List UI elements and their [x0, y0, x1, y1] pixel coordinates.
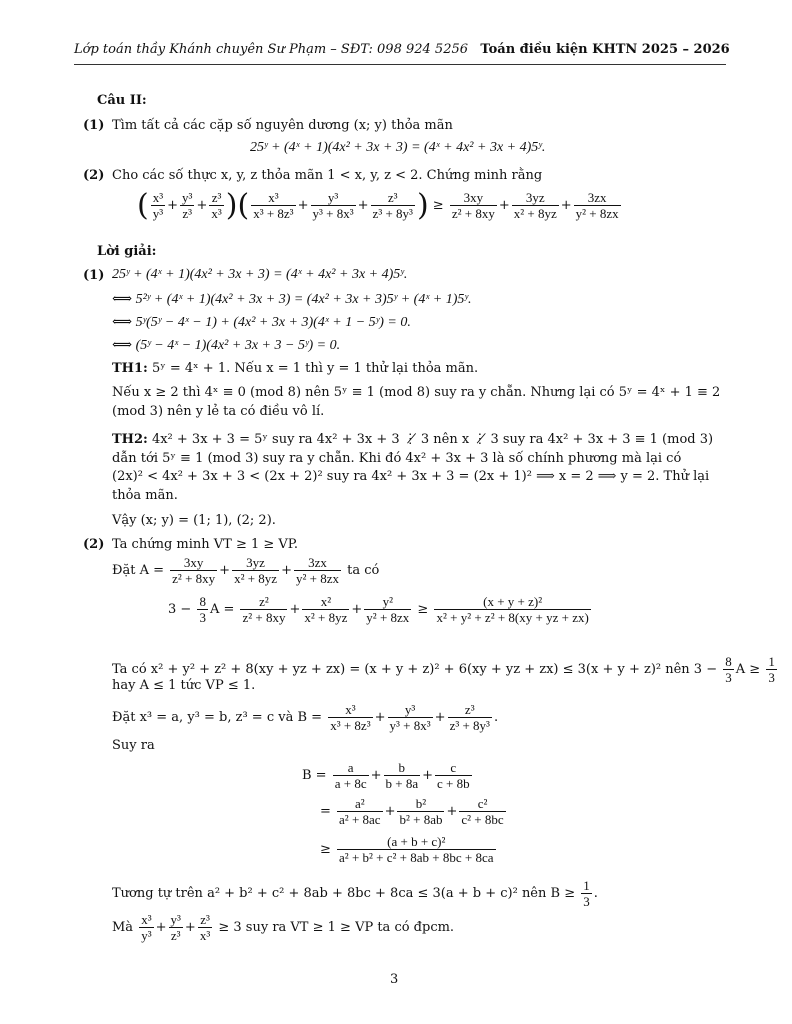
identity-3-minus-a: 3 − $\frac{8}{3}$ A = $\frac{\text{z²}}{\text{z² + 8xy}}$ + $\frac{\text{x²}}{\text{x² + 8yz}}$ + $\frac{\text{y²}}{\text{y² + 8zx}}$ ≥ $\frac{\text{(x + y + z)²}}{\text{x² + y² + z² + 8(xy + yz + zx)}}$: [168, 594, 589, 625]
part2-text: Cho các số thực x, y, z thỏa mãn 1 < x, y, z < 2. Chứng minh rằng: [112, 168, 543, 183]
page-number: 3: [390, 972, 399, 987]
solution-title: Lời giải:: [97, 244, 157, 259]
solution2-number: (2): [83, 537, 105, 552]
solution1-number: (1): [83, 268, 105, 283]
header-right: Toán điều kiện KHTN 2025 – 2026: [480, 42, 730, 57]
define-a-label: Đặt A =: [112, 563, 165, 578]
part1-equation: 25ʸ + (4ˣ + 1)(4x² + 3x + 3) = (4ˣ + 4x² + 3x + 4)5ʸ.: [250, 140, 546, 155]
part1-text: Tìm tất cả các cặp số nguyên dương (x; y) thỏa mãn: [112, 118, 453, 133]
case1-body2: (mod 3) nên y lẻ ta có điều vô lí.: [112, 404, 325, 419]
define-a-tail: ta có: [347, 563, 380, 578]
bound-b: Tương tự trên a² + b² + c² + 8ab + 8bc + 8ca ≤ 3(a + b + c)² nên B ≥ $\frac{1}{3}$ .: [112, 878, 598, 909]
bound-a-text: Ta có x² + y² + z² + 8(xy + yz + zx) = (x + y + z)² + 6(xy + yz + zx) ≤ 3(x + y + z)² nên 3 −: [112, 662, 718, 677]
part2-inequality: ( $\frac{\text{x³}}{\text{y³}}$ + $\frac{\text{y³}}{\text{z³}}$ + $\frac{\text{z³}}{\text{x³}}$ )( $\frac{\text{x³}}{\text{x³ + 8z³}}$ + $\frac{\text{y³}}{\text{y³ + 8x³}}$ + $\frac{\text{z³}}{\text{z³ + 8y³}}$ ) ≥ $\frac{3xy}{\text{z² + 8xy}}$ + $\frac{3yz}{\text{x² + 8yz}}$ + $\frac{3zx}{\text{y² + 8zx}}$: [137, 188, 619, 223]
define-b-label: Đặt x³ = a, y³ = b, z³ = c và B =: [112, 710, 323, 725]
case1-text: 5ʸ = 4ˣ + 1. Nếu x = 1 thì y = 1 thử lại thỏa mãn.: [151, 361, 479, 376]
case1-body1: Nếu x ≥ 2 thì 4ˣ ≡ 0 (mod 8) nên 5ʸ ≡ 1 (mod 8) suy ra y chẵn. Nhưng lại có 5ʸ = 4ˣ + 1 ≡ 2: [112, 385, 721, 400]
solution2-line1: Ta chứng minh VT ≥ 1 ≥ VP.: [112, 537, 299, 552]
bound-a-text2: A ≥: [735, 662, 761, 677]
solution1-line3: ⟺ 5ʸ(5ʸ − 4ˣ − 1) + (4x² + 3x + 3)(4ˣ + 1 − 5ʸ) = 0.: [112, 315, 411, 330]
solution1-line2: ⟺ 5²ʸ + (4ˣ + 1)(4x² + 3x + 3) = (4x² + 3x + 3)5ʸ + (4ˣ + 1)5ʸ.: [112, 292, 472, 307]
b-step2: = $\frac{\text{a²}}{\text{a² + 8ac}}$ + $\frac{\text{b²}}{\text{b² + 8ab}}$ + $\frac{\text{c²}}{\text{c² + 8bc}}$: [320, 796, 504, 827]
part2-number: (2): [83, 168, 105, 183]
b-step1: B = $\frac{a}{a + 8c}$ + $\frac{b}{b + 8a}$ + $\frac{c}{c + 8b}$: [302, 760, 470, 791]
case1-label: TH1:: [112, 361, 148, 376]
case1-line: [112, 361, 478, 376]
define-b: Đặt x³ = a, y³ = b, z³ = c và B = $\frac{\text{x³}}{\text{x³ + 8z³}}$ + $\frac{\text{y³}}{\text{y³ + 8x³}}$ + $\frac{\text{z³}}{\text{z³ + 8y³}}$ .: [112, 702, 499, 733]
bound-a-line2: hay A ≤ 1 tức VP ≤ 1.: [112, 678, 256, 693]
case2-line4: thỏa mãn.: [112, 488, 178, 503]
case2-text1: 4x² + 3x + 3 = 5ʸ suy ra 4x² + 3x + 3 ⋮̸ 3 nên x ⋮̸ 3 suy ra 4x² + 3x + 3 ≡ 1 (mod 3): [151, 432, 714, 447]
final-label: Mà: [112, 920, 134, 935]
suy-ra-label: Suy ra: [112, 738, 155, 753]
case2-line3: (2x)² < 4x² + 3x + 3 < (2x + 2)² suy ra 4x² + 3x + 3 = (2x + 1)² ⟹ x = 2 ⟹ y = 2. Thử lại: [112, 469, 710, 484]
final-text: ≥ 3 suy ra VT ≥ 1 ≥ VP ta có đpcm.: [218, 920, 455, 935]
solution1-line4: ⟺ (5ʸ − 4ˣ − 1)(4x² + 3x + 3 − 5ʸ) = 0.: [112, 338, 341, 353]
bound-b-text: Tương tự trên a² + b² + c² + 8ab + 8bc + 8ca ≤ 3(a + b + c)² nên B ≥: [112, 886, 576, 901]
final-line: Mà $\frac{\text{x³}}{\text{y³}}$ + $\frac{\text{y³}}{\text{z³}}$ + $\frac{\text{z³}}{\text{x³}}$ ≥ 3 suy ra VT ≥ 1 ≥ VP ta có đpcm.: [112, 912, 455, 943]
case2-label: TH2:: [112, 432, 148, 447]
solution1-conclusion: Vậy (x; y) = (1; 1), (2; 2).: [112, 513, 276, 528]
solution1-line1: 25ʸ + (4ˣ + 1)(4x² + 3x + 3) = (4ˣ + 4x² + 3x + 4)5ʸ.: [112, 267, 408, 282]
header-rule: [74, 64, 726, 65]
case2-line1: [112, 432, 713, 447]
bound-a-line1: Ta có x² + y² + z² + 8(xy + yz + zx) = (x + y + z)² + 6(xy + yz + zx) ≤ 3(x + y + z)² nên 3 − $\frac{8}{3}$ A ≥ $\frac{1}{3}$: [112, 654, 775, 685]
header-left: Lớp toán thầy Khánh chuyên Sư Phạm – SĐT: 098 924 5256: [74, 42, 469, 57]
b-step3: ≥ $\frac{\text{(a + b + c)²}}{\text{a² + b² + c² + 8ab + 8bc + 8ca}}$: [320, 834, 494, 865]
define-a: Đặt A = $\frac{3xy}{\text{z² + 8xy}}$ + $\frac{3yz}{\text{x² + 8yz}}$ + $\frac{3zx}{\text{y² + 8zx}}$ ta có: [112, 555, 380, 586]
page-header: [74, 42, 730, 57]
question-title: Câu II:: [97, 93, 147, 108]
part1-number: (1): [83, 118, 105, 133]
case2-line2: dẫn tới 5ʸ ≡ 1 (mod 3) suy ra y chẵn. Khi đó 4x² + 3x + 3 là số chính phương mà lại có: [112, 451, 682, 466]
